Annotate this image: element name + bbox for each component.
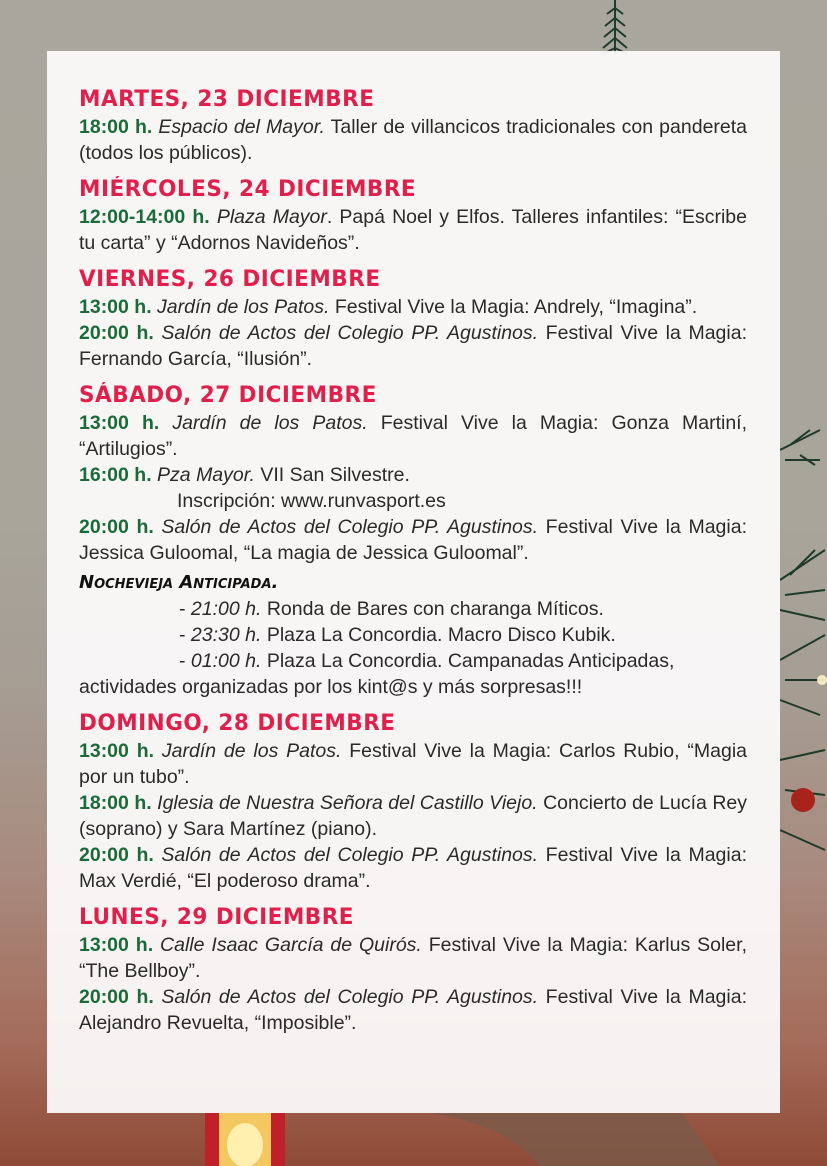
event-place: Jardín de los Patos.	[172, 412, 368, 434]
event-item	[79, 790, 747, 842]
event-place: Pza Mayor.	[157, 464, 255, 486]
day-heading: VIERNES, 26 DICIEMBRE	[79, 267, 381, 292]
event-place: Salón de Actos del Colegio PP. Agustinos.	[161, 844, 539, 866]
event-place: Plaza Mayor	[216, 206, 327, 228]
event-time: 20:00 h.	[79, 844, 154, 866]
event-item	[79, 932, 747, 984]
event-place: Iglesia de Nuestra Señora del Castillo Viejo.	[157, 792, 538, 814]
event-time: 20:00 h.	[79, 322, 154, 344]
event-place: Jardín de los Patos.	[161, 740, 342, 762]
dash: -	[179, 624, 191, 646]
day-section	[79, 266, 747, 372]
event-description: Plaza La Concordia. Macro Disco Kubik.	[261, 624, 616, 646]
event-time: 13:00 h.	[79, 412, 160, 434]
day-heading: LUNES, 29 DICIEMBRE	[79, 905, 355, 930]
day-heading: DOMINGO, 28 DICIEMBRE	[79, 711, 396, 736]
event-item	[79, 514, 747, 566]
blanket-image	[430, 1113, 720, 1166]
event-place: Espacio del Mayor.	[158, 116, 325, 138]
event-item	[79, 114, 747, 166]
event-description: VII San Silvestre.	[254, 464, 410, 486]
event-item	[79, 204, 747, 256]
day-section	[79, 176, 747, 256]
event-description: Ronda de Bares con charanga Míticos.	[261, 598, 604, 620]
event-time: 20:00 h.	[79, 986, 154, 1008]
dash: -	[179, 598, 191, 620]
event-time: 18:00 h.	[79, 116, 153, 138]
event-time: 16:00 h.	[79, 464, 152, 486]
day-section	[79, 86, 747, 166]
nochevieja-continuation: actividades organizadas por los kint@s y más sorpresas!!!	[79, 676, 583, 698]
event-time: 21:00 h.	[190, 598, 262, 620]
event-description: Concierto de Lucía Rey (soprano) y Sara Martínez (piano).	[79, 792, 748, 840]
tree-branches-icon	[780, 430, 825, 850]
dash: -	[179, 650, 191, 672]
event-description: Festival Vive la Magia: Jessica Guloomal, “La magia de Jessica Guloomal”.	[79, 516, 747, 564]
event-description: Plaza La Concordia. Campanadas Anticipadas,	[261, 650, 675, 672]
event-time: 13:00 h.	[79, 934, 154, 956]
event-item	[79, 320, 747, 372]
event-description: Festival Vive la Magia: Fernando García, “Ilusión”.	[79, 322, 747, 370]
event-place: Salón de Actos del Colegio PP. Agustinos.	[161, 986, 539, 1008]
event-item	[79, 410, 747, 462]
event-description: Festival Vive la Magia: Max Verdié, “El poderoso drama”.	[79, 844, 747, 892]
event-time: 18:00 h.	[79, 792, 152, 814]
event-time: 13:00 h.	[79, 740, 155, 762]
event-time: 20:00 h.	[79, 516, 154, 538]
event-item	[79, 842, 747, 894]
event-time: 23:30 h.	[190, 624, 262, 646]
event-description: Taller de villancicos tradicionales con pandereta (todos los públicos).	[79, 116, 748, 164]
event-description: Festival Vive la Magia: Carlos Rubio, “Magia por un tubo”.	[79, 740, 747, 788]
event-item	[79, 462, 747, 488]
event-description: Festival Vive la Magia: Alejandro Revuelta, “Imposible”.	[79, 986, 747, 1034]
event-place: Jardín de los Patos.	[157, 296, 330, 318]
event-time: 13:00 h.	[79, 296, 152, 318]
nochevieja-item	[79, 596, 747, 622]
event-place: Calle Isaac García de Quirós.	[160, 934, 422, 956]
event-item	[79, 294, 747, 320]
event-time: 01:00 h.	[190, 650, 262, 672]
day-heading: SÁBADO, 27 DICIEMBRE	[79, 383, 377, 408]
event-item	[79, 984, 747, 1036]
event-description: . Papá Noel y Elfos. Talleres infantiles: “Escribe tu carta” y “Adornos Navideños”.	[79, 206, 748, 254]
event-item	[79, 738, 747, 790]
day-section	[79, 710, 747, 894]
schedule-content	[79, 86, 747, 1046]
ornament-icon	[791, 788, 815, 812]
nochevieja-item	[79, 622, 747, 648]
event-description: Festival Vive la Magia: Gonza Martiní, “Artilugios”.	[79, 412, 747, 460]
nochevieja-heading: Nochevieja Anticipada.	[79, 572, 279, 593]
event-place: Salón de Actos del Colegio PP. Agustinos.	[161, 516, 539, 538]
day-section	[79, 382, 747, 700]
lantern-icon	[205, 1113, 285, 1166]
event-description: Festival Vive la Magia: Karlus Soler, “The Bellboy”.	[79, 934, 747, 982]
event-description: Festival Vive la Magia: Andrely, “Imagina”.	[329, 296, 698, 318]
event-time: 12:00-14:00 h.	[79, 206, 210, 228]
day-heading: MIÉRCOLES, 24 DICIEMBRE	[79, 177, 417, 202]
registration-note: Inscripción: www.runvasport.es	[177, 490, 446, 512]
day-heading: MARTES, 23 DICIEMBRE	[79, 87, 375, 112]
tree-top-icon	[603, 0, 627, 55]
day-section	[79, 904, 747, 1036]
nochevieja-item	[79, 648, 747, 674]
event-place: Salón de Actos del Colegio PP. Agustinos.	[161, 322, 539, 344]
